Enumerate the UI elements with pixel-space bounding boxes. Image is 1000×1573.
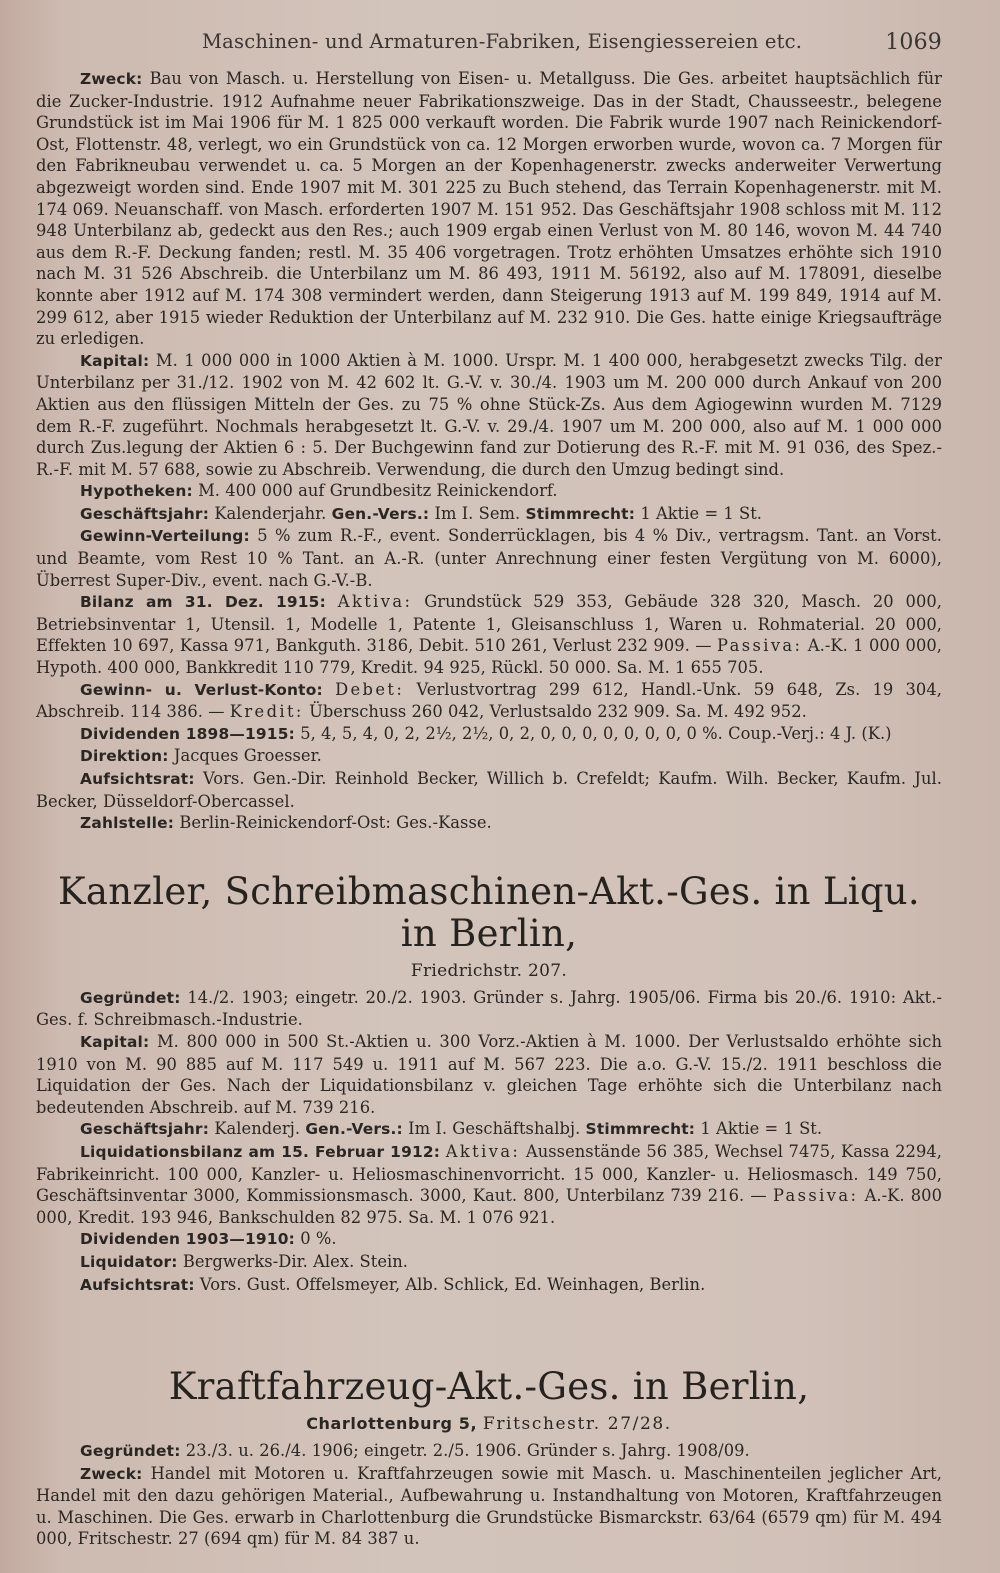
gewinn-verlust-paragraph (36, 679, 942, 723)
aktiva-label: Aktiva: (445, 1141, 521, 1161)
bilanz-label: Bilanz am 31. Dez. 1915: (80, 593, 326, 612)
zweck-label: Zweck: (80, 1464, 143, 1483)
gegruendet-label: Gegründet: (80, 1442, 181, 1461)
liquidator-paragraph (36, 1251, 942, 1274)
dividenden-label: Dividenden 1903—1910: (80, 1230, 295, 1249)
aufsichtsrat-label: Aufsichtsrat: (80, 770, 195, 788)
zweck-paragraph (36, 68, 942, 350)
kapital-paragraph (36, 1031, 942, 1118)
hypotheken-label: Hypotheken: (80, 482, 193, 501)
hypotheken-paragraph (36, 480, 942, 503)
aufsichtsrat-text: Vors. Gust. Offelsmeyer, Alb. Schlick, Ed. Weinhagen, Berlin. (199, 1274, 706, 1294)
aufsichtsrat-paragraph (36, 1274, 942, 1297)
geschaeftsjahr-text: Kalenderjahr. (214, 503, 327, 523)
address-district: Charlottenburg 5, (306, 1414, 478, 1434)
gegruendet-text: 14./2. 1903; eingetr. 20./2. 1903. Gründer s. Jahrg. 1905/06. Firma bis 20./6. 1910: Akt.-Ges. f. Schreibmasch.-Industrie. (36, 987, 942, 1030)
section-kanzler (36, 871, 942, 1296)
geschaeftsjahr-paragraph (36, 1118, 942, 1141)
liquidator-label: Liquidator: (80, 1252, 178, 1271)
zahlstelle-text: Berlin-Reinickendorf-Ost: Ges.-Kasse. (179, 813, 492, 833)
company-address: Friedrichstr. 207. (410, 960, 568, 981)
passiva-text: A.-K. 1 000 000, Hypoth. 400 000, Bankkredit 110 779, Kredit. 94 925, Rückl. 50 000. Sa. M. 1 655 705. (36, 636, 942, 678)
kapital-label: Kapital: (80, 351, 150, 370)
zahlstelle-paragraph (36, 812, 942, 835)
aktiva-text: Grundstück 529 353, Gebäude 328 320, Masch. 20 000, Betriebsinventar 1, Utensil. 1, Modelle 1, Patente 1, Gleisanschluss 1, Waren u. Rohmaterial. 20 000, Effekten 10 697, Kassa 971, Bankguth. 3186, Debit. 510 261, Verlust 232 909. — (36, 592, 943, 656)
kapital-text: M. 1 000 000 in 1000 Aktien à M. 1000. Urspr. M. 1 400 000, herabgesetzt zwecks Tilg. der Unterbilanz per 31./12. 1902 von M. 42 602 lt. G.-V. v. 30./4. 1903 um M. 200 000 durch Ankauf von 200 Aktien aus den flüssigen Mitteln der Ges. zu 75 % ohne Stück-Zs. Aus dem Agiogewinn wurden M. 7129 dem R.-F. zugeführt. Nochmals herabgesetzt lt. G.-V. v. 29./4. 1907 um M. 200 000, also auf M. 1 000 000 durch Zus.legung der Aktien 6 : 5. Der Buchgewinn fand zur Dotierung des R.-F. mit M. 91 036, des Spez.-R.-F. mit M. 57 688, sowie zu Abschreib. Verwendung, die durch den Umzug bedingt sind. (36, 350, 942, 479)
zweck-text: Handel mit Motoren u. Kraftfahrzeugen sowie mit Masch. u. Maschinenteilen jeglicher Art, Handel mit den dazu gehörigen Material., Aufbewahrung u. Instandhaltung von Motoren, Kraftfahrzeugen u. Maschinen. Die Ges. erwarb in Charlottenburg die Grundstücke Bismarckstr. 63/64 (6579 qm) für M. 494 000, Fritschestr. 27 (694 qm) für M. 84 387 u. (36, 1463, 943, 1549)
zahlstelle-label: Zahlstelle: (80, 814, 175, 833)
section-kraftfahrzeug (36, 1366, 942, 1550)
kapital-paragraph (36, 350, 942, 481)
company-address (36, 1412, 942, 1436)
geschaeftsjahr-label: Geschäftsjahr: (80, 504, 210, 523)
kredit-text: Überschuss 260 042, Verlustsaldo 232 909. Sa. M. 492 952. (309, 702, 807, 722)
dividenden-paragraph (36, 723, 942, 746)
genvers-label: Gen.-Vers.: (331, 504, 430, 523)
running-head (36, 26, 942, 56)
passiva-label: Passiva: (772, 1186, 859, 1206)
aufsichtsrat-paragraph (36, 768, 942, 812)
dividenden-text: 0 %. (300, 1229, 337, 1249)
direktion-paragraph (36, 745, 942, 768)
geschaeftsjahr-text: Kalenderj. (214, 1119, 301, 1139)
page-number: 1069 (885, 30, 942, 55)
aktiva-text: Aussenstände 56 385, Wechsel 7475, Kassa 2294, Fabrikeinricht. 100 000, Kanzler- u. Heliosmaschinenvorricht. 15 000, Kanzler- u. Heliosmasch. 149 750, Geschäftsinventar 3000, Kommissionsmasch. 3000, Kaut. 800, Unterbilanz 739 216. — (36, 1141, 942, 1206)
geschaeftsjahr-paragraph (36, 503, 942, 526)
aufsichtsrat-text: Vors. Gen.-Dir. Reinhold Becker, Willich b. Crefeldt; Kaufm. Wilh. Becker, Kaufm. Jul. Becker, Düsseldorf-Obercassel. (36, 769, 942, 811)
dividenden-paragraph (36, 1228, 942, 1251)
passiva-text: A.-K. 800 000, Kredit. 193 946, Bankschulden 82 975. Sa. M. 1 076 921. (36, 1186, 942, 1227)
dividenden-text: 5, 4, 5, 4, 0, 2, 2½, 2½, 0, 2, 0, 0, 0, 0, 0, 0, 0, 0 %. Coup.-Verj.: 4 J. (K.) (300, 723, 892, 743)
section-previous-company (36, 68, 942, 835)
gewinn-verteilung-label: Gewinn-Verteilung: (80, 527, 250, 546)
liquidator-text: Bergwerks-Dir. Alex. Stein. (182, 1251, 409, 1271)
aktiva-label: Aktiva: (337, 592, 413, 612)
bilanz-paragraph (36, 591, 942, 678)
zweck-text: Bau von Masch. u. Herstellung von Eisen- u. Metallguss. Die Ges. arbeitet hauptsächlich für die Zucker-Industrie. 1912 Aufnahme neuer Fabrikationszweige. Das in der Stadt, Chausseestr., belegene Grundstück ist im Mai 1906 für M. 1 825 000 verkauft worden. Die Fabrik wurde 1907 nach Reinickendorf-Ost, Flottenstr. 48, verlegt, wo ein Grundstück von ca. 12 Morgen erworben wurde, wovon ca. 7 Morgen für den Fabrikneubau verwendet u. ca. 5 Morgen an der Kopenhagenerstr. zwecks anderweiter Verwertung abgezweigt worden sind. Ende 1907 mit M. 301 225 zu Buch stehend, das Terrain Kopenhagenerstr. mit M. 174 069. Neuanschaff. von Masch. erforderten 1907 M. 151 952. Das Geschäftsjahr 1908 schloss mit M. 112 948 Unterbilanz ab, gedeckt aus den Res.; auch 1909 ergab einen Verlust von M. 80 146, wovon M. 44 740 aus dem R.-F. Deckung fanden; restl. M. 35 406 vorgetragen. Trotz erhöhten Umsatzes erhöhte sich 1910 nach M. 31 526 Abschreib. die Unterbilanz um M. 86 493, 1911 M. 56192, also auf M. 178091, dieselbe konnte aber 1912 auf M. 174 308 vermindert werden, dann Steigerung 1913 auf M. 199 849, 1914 auf M. 299 612, aber 1915 wieder Reduktion der Unterbilanz auf M. 232 910. Die Ges. hatte einige Kriegsaufträge zu erledigen. (36, 69, 942, 349)
company-heading: Kanzler, Schreibmaschinen-Akt.-Ges. in Liqu. in Berlin, (57, 869, 920, 955)
stimmrecht-label: Stimmrecht: (585, 1120, 696, 1139)
aufsichtsrat-label: Aufsichtsrat: (80, 1275, 195, 1294)
liquidationsbilanz-paragraph (36, 1141, 942, 1228)
liquidationsbilanz-label: Liquidationsbilanz am 15. Februar 1912: (80, 1142, 441, 1161)
kapital-label: Kapital: (80, 1032, 150, 1051)
gewinn-verteilung-text: 5 % zum R.-F., event. Sonderrücklagen, bis 4 % Div., vertragsm. Tant. an Vorst. und Beamte, vom Rest 10 % Tant. an A.-R. (unter Anrechnung einer festen Vergütung von M. 6000), Überrest Super-Div., event. nach G.-V.-B. (36, 526, 942, 590)
gewinn-verlust-label: Gewinn- u. Verlust-Konto: (80, 680, 323, 699)
gewinn-verteilung-paragraph (36, 525, 942, 591)
gegruendet-paragraph (36, 1440, 942, 1463)
direktion-text: Jacques Groesser. (173, 746, 322, 766)
running-head-title: Maschinen- und Armaturen-Fabriken, Eisengiessereien etc. (202, 30, 803, 53)
genvers-text: Im I. Sem. (434, 503, 521, 523)
company-heading: Kraftfahrzeug-Akt.-Ges. in Berlin, (168, 1365, 810, 1409)
genvers-text: Im I. Geschäftshalbj. (408, 1119, 581, 1139)
stimmrecht-label: Stimmrecht: (525, 504, 636, 523)
gegruendet-paragraph (36, 987, 942, 1031)
stimmrecht-text: 1 Aktie = 1 St. (700, 1119, 823, 1139)
address-street: Fritschestr. 27/28. (482, 1414, 672, 1435)
kredit-label: Kredit: (229, 702, 304, 722)
gegruendet-text: 23./3. u. 26./4. 1906; eingetr. 2./5. 1906. Gründer s. Jahrg. 1908/09. (185, 1441, 750, 1461)
kapital-text: M. 800 000 in 500 St.-Aktien u. 300 Vorz.-Aktien à M. 1000. Der Verlustsaldo erhöhte sich 1910 von M. 90 885 auf M. 117 549 u. 1911 auf M. 567 223. Die a.o. G.-V. 15./2. 1911 beschloss die Liquidation der Ges. Nach der Liquidationsbilanz v. gleichen Tage erhöhte sich die Unterbilanz nach bedeutenden Abschreib. auf M. 739 216. (36, 1031, 942, 1117)
passiva-label: Passiva: (716, 636, 803, 656)
geschaeftsjahr-label: Geschäftsjahr: (80, 1120, 210, 1139)
stimmrecht-text: 1 Aktie = 1 St. (640, 503, 763, 523)
genvers-label: Gen.-Vers.: (305, 1120, 403, 1139)
dividenden-label: Dividenden 1898—1915: (80, 724, 295, 743)
debet-label: Debet: (335, 679, 405, 699)
hypotheken-text: M. 400 000 auf Grundbesitz Reinickendorf. (198, 481, 558, 501)
debet-text: Verlustvortrag 299 612, Handl.-Unk. 59 648, Zs. 19 304, Abschreib. 114 386. — (36, 679, 942, 722)
direktion-label: Direktion: (80, 747, 169, 766)
zweck-label: Zweck: (80, 70, 143, 88)
gegruendet-label: Gegründet: (80, 988, 181, 1007)
zweck-paragraph (36, 1463, 942, 1550)
